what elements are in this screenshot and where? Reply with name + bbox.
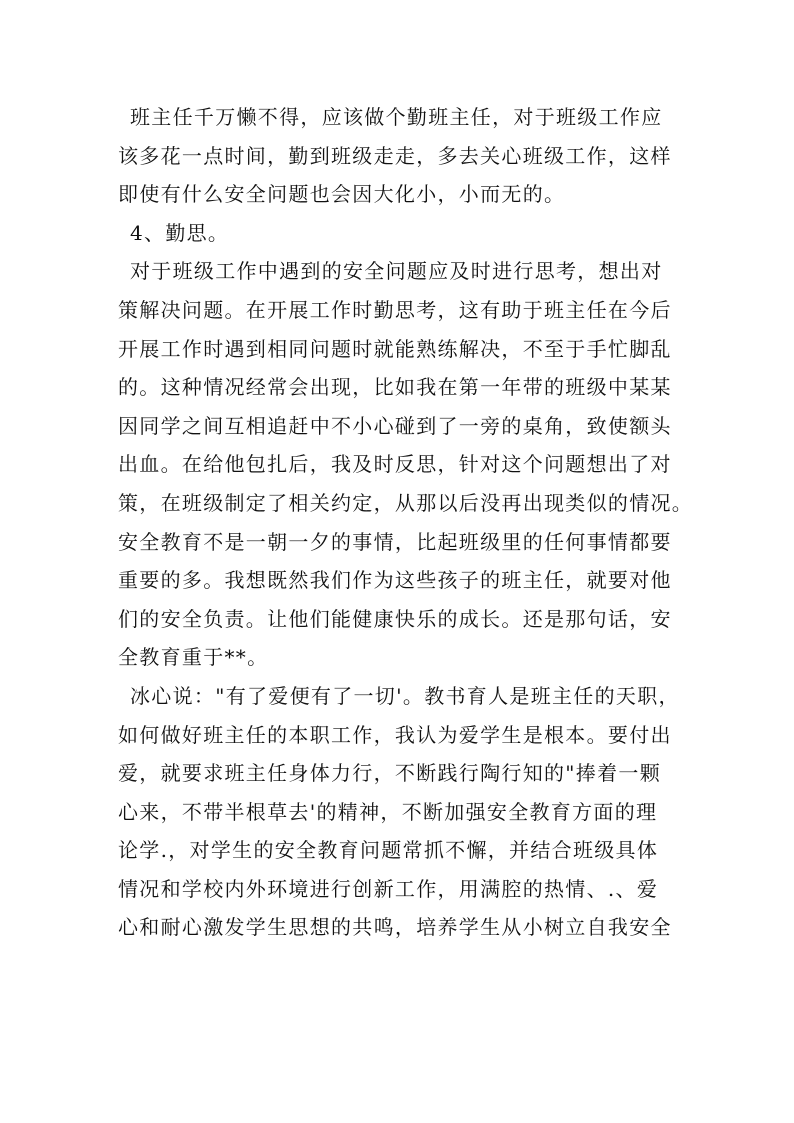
text-line: 安全教育不是一朝一夕的事情，比起班级里的任何事情都要 [118,529,672,554]
text-line: 论学.，对学生的安全教育问题常抓不懈，并结合班级具体 [118,838,659,863]
text-line: 重要的多。我想既然我们作为这些孩子的班主任，就要对他 [118,568,672,593]
text-line: 该多花一点时间，勤到班级走走，多去关心班级工作，这样 [118,143,672,168]
text-line: 心来，不带半根草去'的精神，不断加强安全教育方面的理 [118,799,658,824]
text-line: 开展工作时遇到相同问题时就能熟练解决，不至于手忙脚乱 [118,336,672,361]
text-line: 如何做好班主任的本职工作，我认为爱学生是根本。要付出 [118,722,672,747]
text-line: 策解决问题。在开展工作时勤思考，这有助于班主任在今后 [118,297,672,322]
text-line: 即使有什么安全问题也会因大化小，小而无的。 [118,182,566,207]
text-line: 爱，就要求班主任身体力行，不断践行陶行知的"捧着一颗 [118,761,661,786]
text-line: 冰心说："有了爱便有了一切'。教书育人是班主任的天职， [130,683,680,708]
text-line: 情况和学校内外环境进行创新工作，用满腔的热情、.、爱 [118,876,659,901]
text-line: 心和耐心激发学生思想的共鸣，培养学生从小树立自我安全 [118,915,672,940]
text-line: 策，在班级制定了相关约定，从那以后没再出现类似的情况。 [118,490,694,515]
section-heading: 4、勤思。 [130,220,230,245]
text-line: 们的安全负责。让他们能健康快乐的成长。还是那句话，安 [118,606,672,631]
text-line: 的。这种情况经常会出现，比如我在第一年带的班级中某某 [118,375,672,400]
text-line: 班主任千万懒不得，应该做个勤班主任，对于班级工作应 [130,105,663,129]
document-body [118,98,694,947]
text-line: 全教育重于**。 [118,645,269,670]
text-line: 对于班级工作中遇到的安全问题应及时进行思考，想出对 [130,259,663,284]
text-line: 出血。在给他包扎后，我及时反思，针对这个问题想出了对 [118,452,672,477]
text-line: 因同学之间互相追赶中不小心碰到了一旁的桌角，致使额头 [118,413,672,438]
